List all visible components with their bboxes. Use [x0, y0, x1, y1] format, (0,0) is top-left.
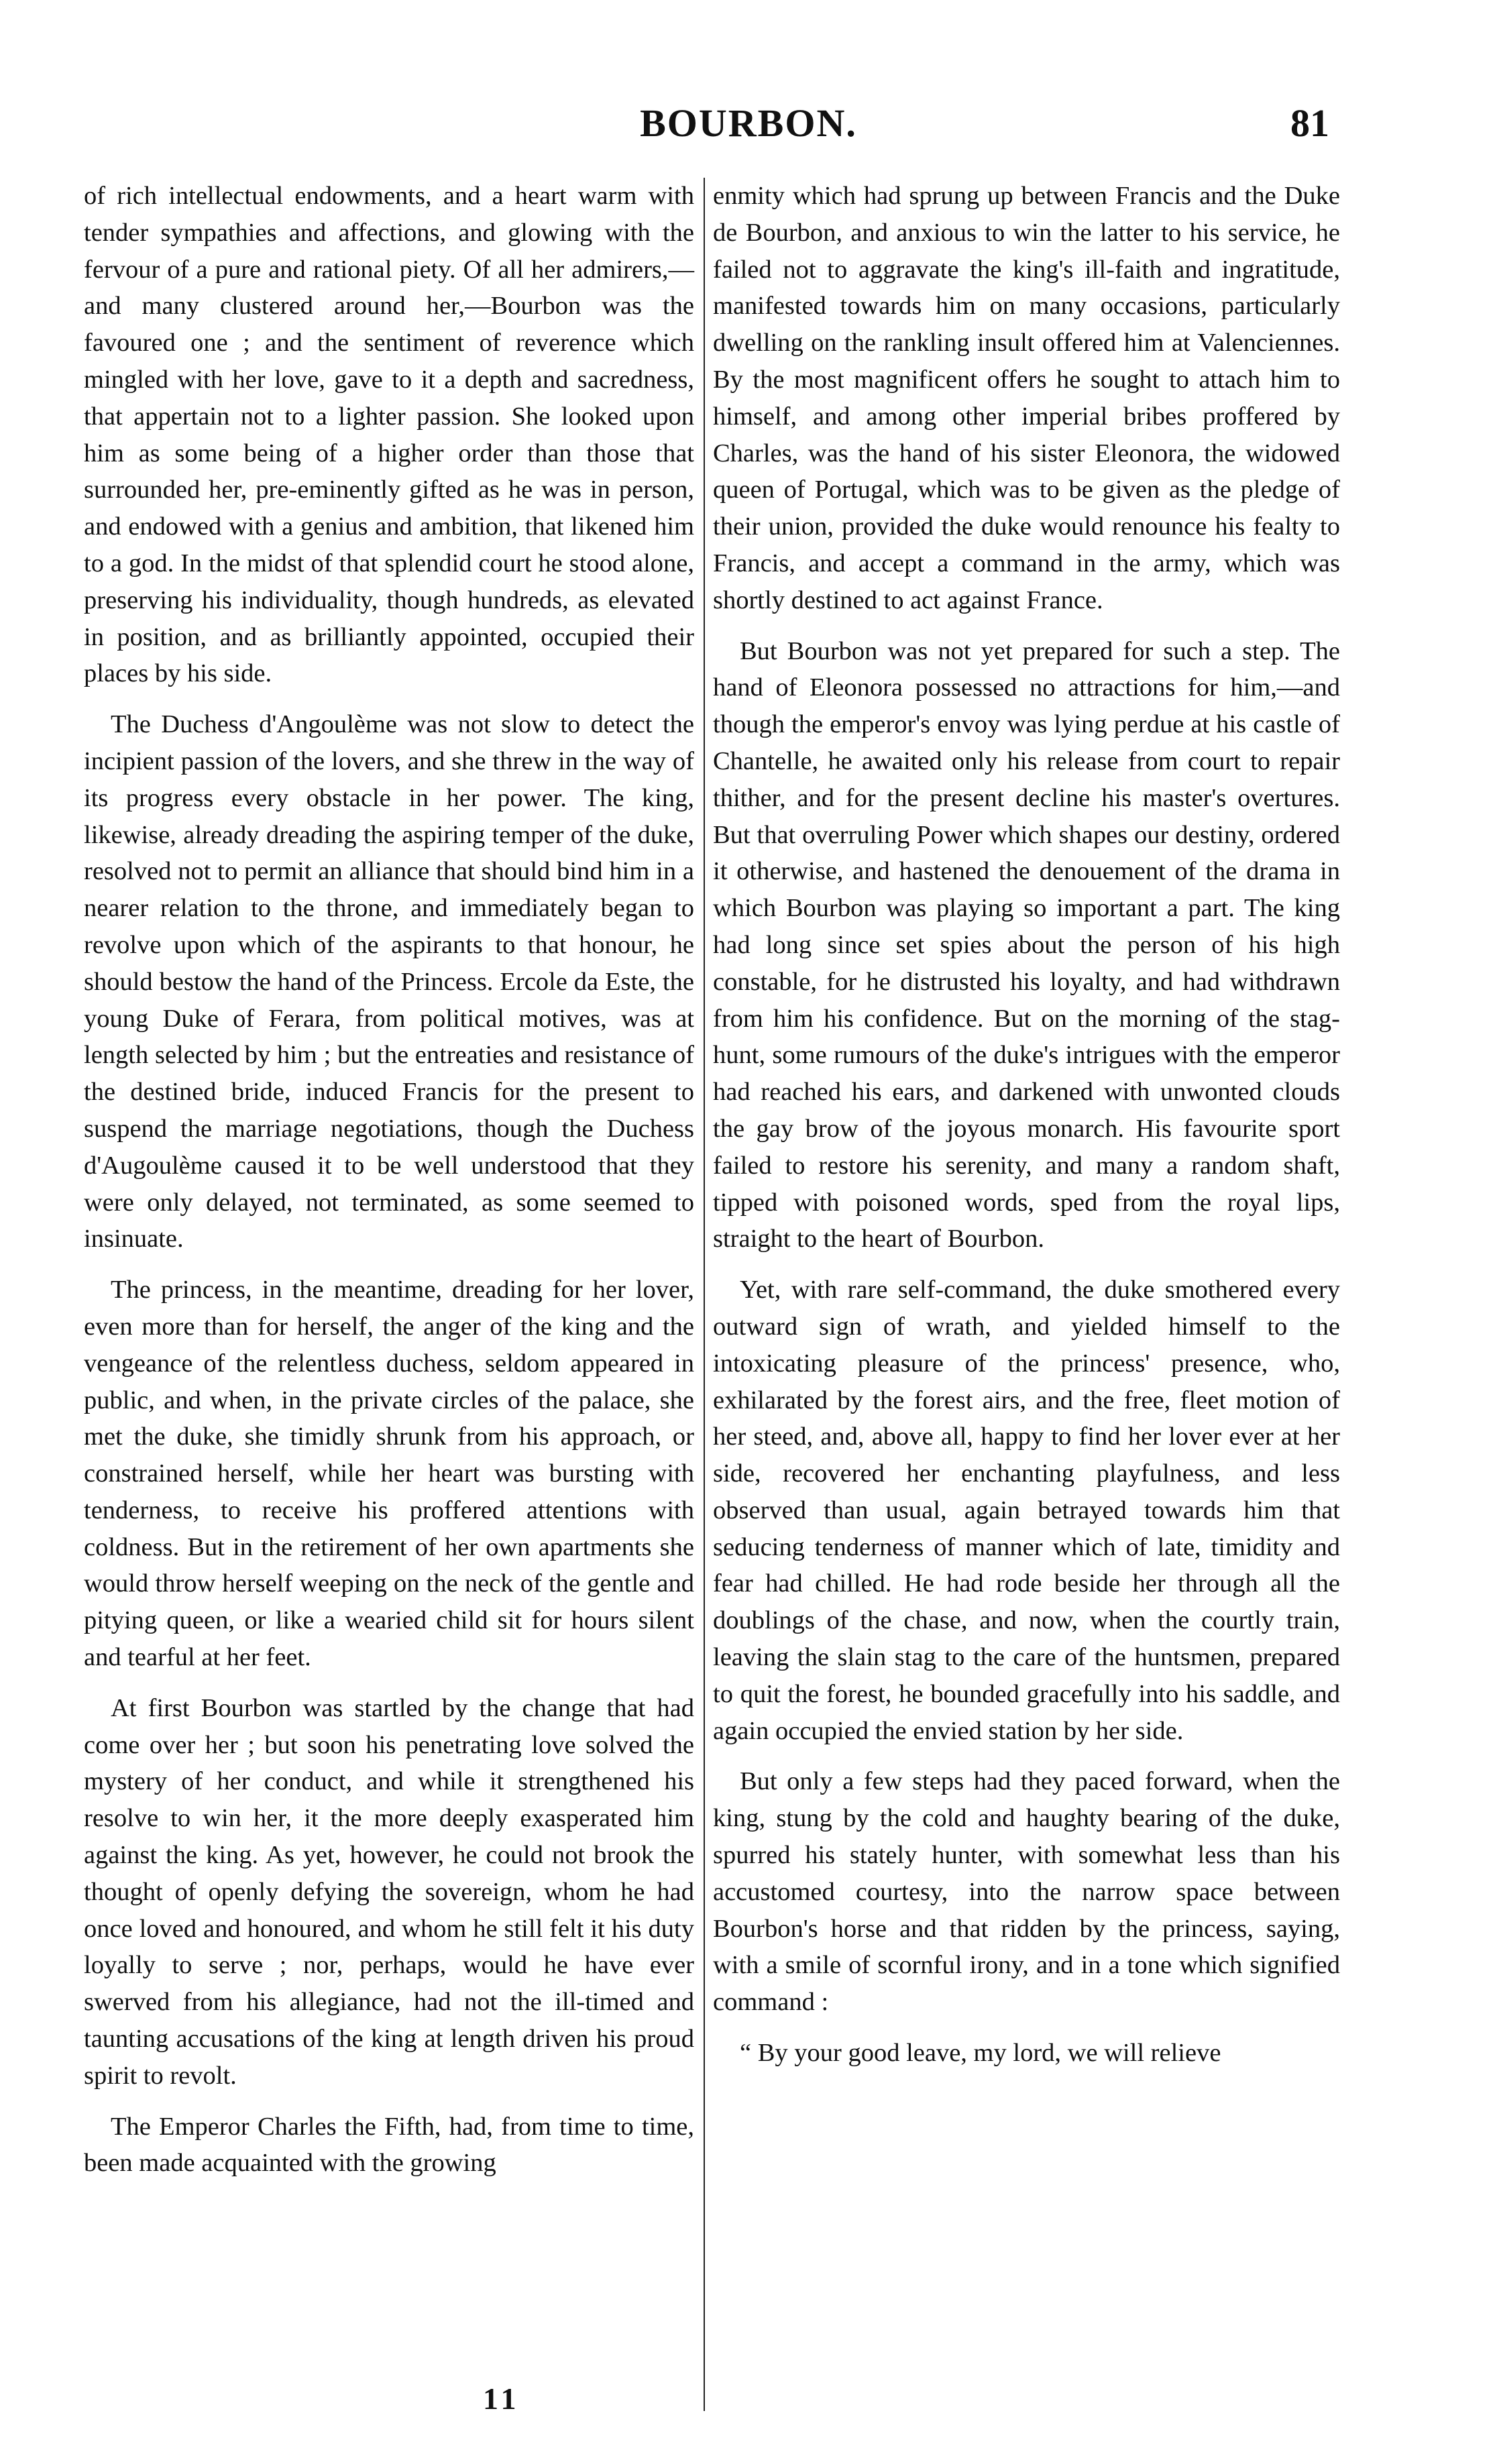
page-header — [0, 101, 1497, 154]
paragraph: The Emperor Charles the Fifth, had, from time to time, been made acquainted with the growing — [84, 2112, 694, 2178]
left-column — [84, 178, 694, 2196]
paragraph: of rich intellectual endowments, and a heart warm with tender sympathies and affections, and glowing with the fervour of a pure and rational piety. Of all her admirers,—and many clustered around her,—Bourbon was the favoured one ; and the sentiment of reverence which mingled with her love, gave to it a depth and sacredness, that appertain not to a lighter passion. She looked upon him as some being of a higher order than those that surrounded her, pre-eminently gifted as he was in person, and endowed with a genius and ambition, that likened him to a god. In the midst of that splendid court he stood alone, preserving his individuality, though hundreds, as elevated in position, and as brilliantly appointed, occupied their places by his side. — [84, 182, 694, 688]
paragraph: At first Bourbon was startled by the change that had come over her ; but soon his penetrating love solved the mystery of her conduct, and while it strengthened his resolve to win her, it the more deeply exasperated him against the king. As yet, however, he could not brook the thought of openly defying the sovereign, whom he had once loved and honoured, and whom he still felt it his duty loyally to serve ; nor, perhaps, would he have ever swerved from his allegiance, had not the ill-timed and taunting accusations of the king at length driven his proud spirit to revolt. — [84, 1693, 694, 2090]
paragraph: enmity which had sprung up between Francis and the Duke de Bourbon, and anxious to win the latter to his service, he failed not to aggravate the king's ill-faith and ingratitude, manifested towards him on many occasions, particularly dwelling on the rankling insult offered him at Valenciennes. By the most magnificent offers he sought to attach him to himself, and among other imperial bribes proffered by Charles, was the hand of his sister Eleonora, the widowed queen of Portugal, which was to be given as the pledge of their union, provided the duke would renounce his fealty to Francis, and accept a command in the army, which was shortly destined to act against France. — [713, 182, 1340, 614]
running-head: BOURBON. — [640, 101, 857, 145]
paragraph: The Duchess d'Angoulème was not slow to detect the incipient passion of the lovers, and she threw in the way of its progress every obstacle in her power. The king, likewise, already dreading the aspiring temper of the duke, resolved not to permit an alliance that should bind him in a nearer relation to the throne, and immediately began to revolve upon which of the aspirants to that honour, he should bestow the hand of the Princess. Ercole da Este, the young Duke of Ferara, from political motives, was at length selected by him ; but the entreaties and resistance of the destined bride, induced Francis for the present to suspend the marriage negotiations, though the Duchess d'Augoulème caused it to be well understood that they were only delayed, not terminated, as some seemed to insinuate. — [84, 710, 694, 1253]
paragraph: But only a few steps had they paced forward, when the king, stung by the cold and haughty bearing of the duke, spurred his stately hunter, with somewhat less than his accustomed courtesy, into the narrow space between Bourbon's horse and that ridden by the princess, saying, with a smile of scornful irony, and in a tone which signified command : — [713, 1767, 1340, 2017]
paragraph: But Bourbon was not yet prepared for such a step. The hand of Eleonora possessed no attractions for him,—and though the emperor's envoy was lying perdue at his castle of Chantelle, he awaited only his release from court to repair thither, and for the present decline his master's overtures. But that overruling Power which shapes our destiny, ordered it otherwise, and hastened the denouement of the drama in which Bourbon was playing so important a part. The king had long since set spies about the person of his high constable, for he distrusted his loyalty, and had withdrawn from him his confidence. But on the morning of the stag-hunt, some rumours of the duke's intrigues with the emperor had reached his ears, and darkened with unwonted clouds the gay brow of the joyous monarch. His favourite sport failed to restore his serenity, and many a random shaft, tipped with poisoned words, sped from the royal lips, straight to the heart of Bourbon. — [713, 636, 1340, 1253]
right-column — [713, 178, 1340, 2086]
signature-mark: 11 — [483, 2382, 520, 2416]
page-number: 81 — [1290, 101, 1329, 145]
column-divider — [704, 178, 705, 2411]
paragraph: “ By your good leave, my lord, we will relieve — [740, 2039, 1221, 2068]
paragraph: Yet, with rare self-command, the duke smothered every outward sign of wrath, and yielded himself to the intoxicating pleasure of the princess' presence, who, exhilarated by the forest airs, and the free, fleet motion of her steed, and, above all, happy to find her lover ever at her side, recovered her enchanting playfulness, and less observed than usual, again betrayed towards him that seducing tenderness of manner which of late, timidity and fear had chilled. He had rode beside her through all the doublings of the chase, and now, when the courtly train, leaving the slain stag to the care of the huntsmen, prepared to quit the forest, he bounded gracefully into his saddle, and again occupied the envied station by her side. — [713, 1276, 1340, 1745]
paragraph: The princess, in the meantime, dreading for her lover, even more than for herself, the anger of the king and the vengeance of the relentless duchess, seldom appeared in public, and when, in the private circles of the palace, she met the duke, she timidly shrunk from his approach, or constrained herself, while her heart was bursting with tenderness, to receive his proffered attentions with coldness. But in the retirement of her own apartments she would throw herself weeping on the neck of the gentle and pitying queen, or like a wearied child sit for hours silent and tearful at her feet. — [84, 1276, 694, 1672]
